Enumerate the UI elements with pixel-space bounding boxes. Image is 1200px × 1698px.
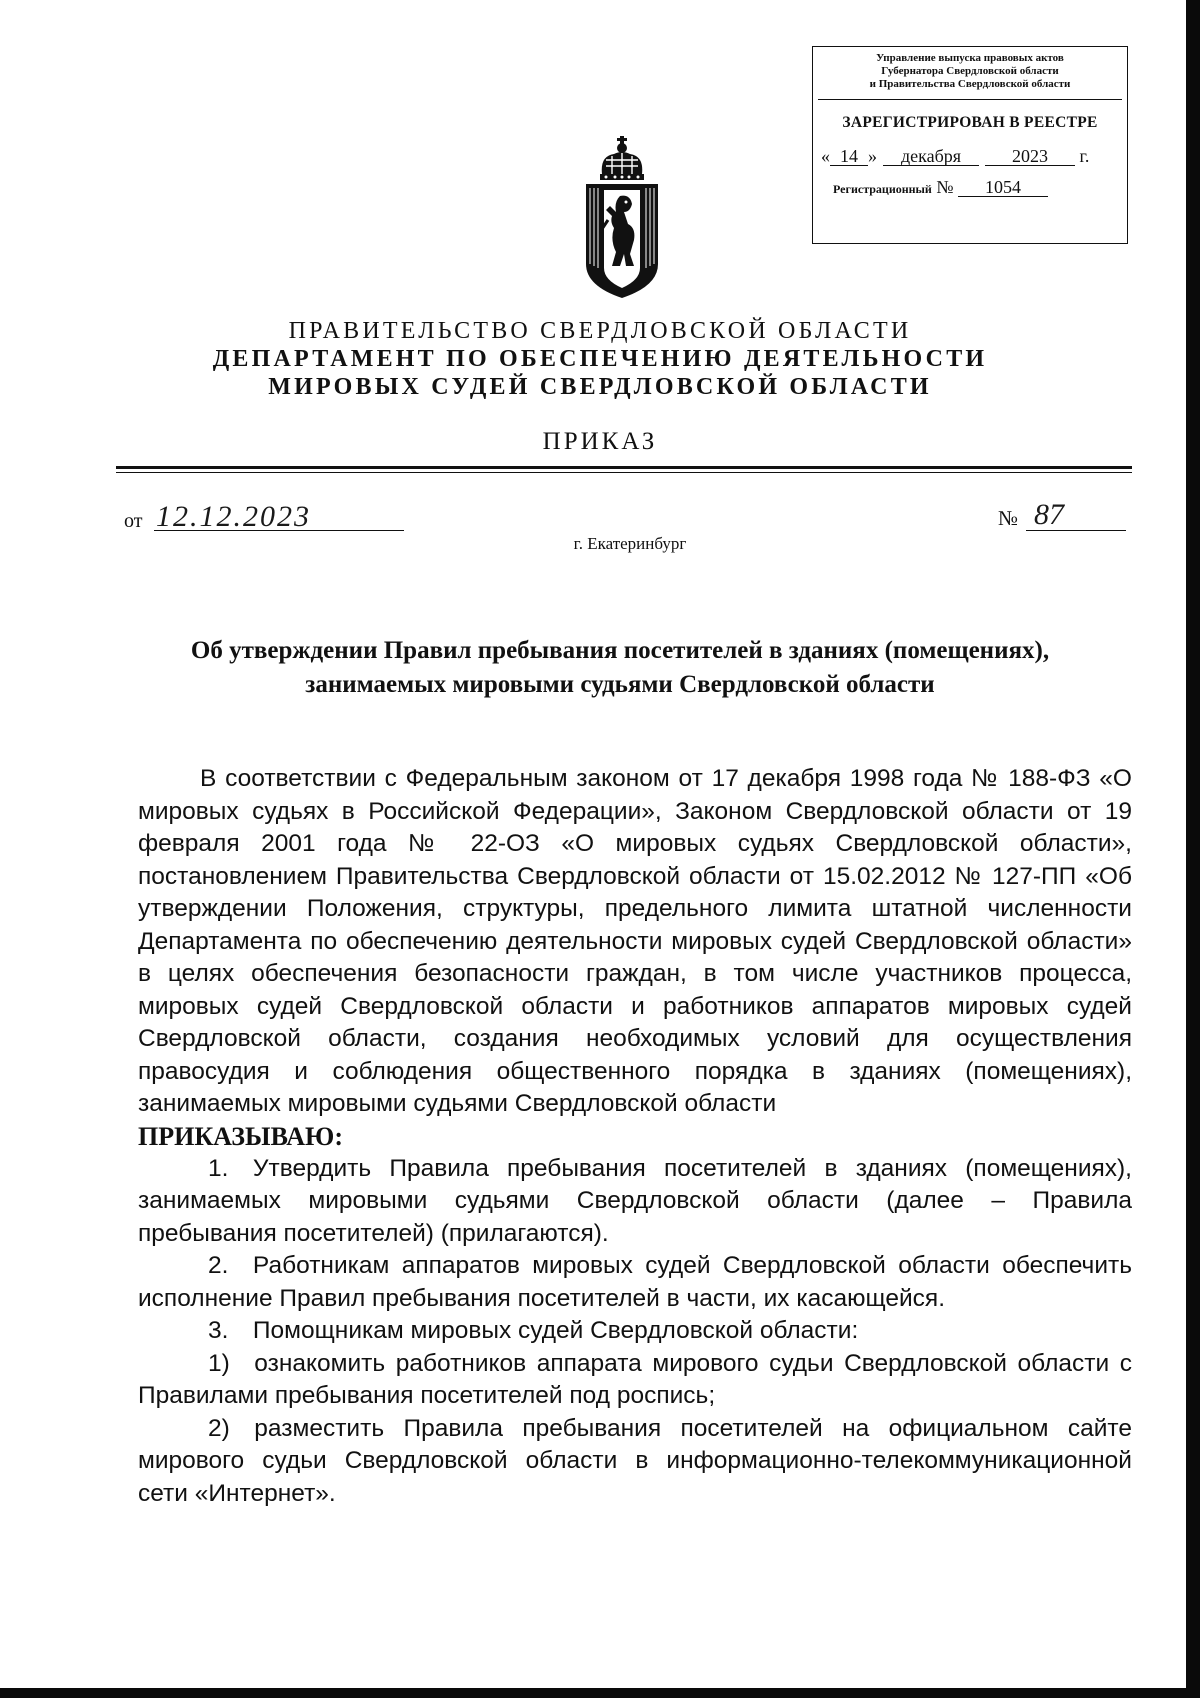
document-subject bbox=[130, 634, 1110, 702]
header-divider-thin bbox=[116, 472, 1132, 473]
document-type: ПРИКАЗ bbox=[542, 428, 658, 455]
org-department-line2: МИРОВЫХ СУДЕЙ СВЕРДЛОВСКОЙ ОБЛАСТИ bbox=[268, 374, 932, 400]
registration-quote-close: » bbox=[868, 146, 877, 166]
date-label: от bbox=[124, 510, 143, 532]
order-subitem: 2) разместить Правила пребывания посетителей на официальном сайте мирового судьи Свердловской области в информационно-телекоммуникационной сети «Интернет». bbox=[138, 1414, 1132, 1507]
registration-number-sign: № bbox=[936, 177, 954, 197]
registration-office-line3: и Правительства Свердловской области bbox=[869, 78, 1071, 90]
order-word: ПРИКАЗЫВАЮ: bbox=[138, 1121, 343, 1151]
preamble-paragraph: В соответствии с Федеральным законом от 17 декабря 1998 года № 188-ФЗ «О мировых судьях в Российской Федерации», Законом Свердловской области от 19 февраля 2001 года № 22-ОЗ «О мировых судьях Свердловской области», постановлением Правительства Свердловской области от 15.02.2012 № 127-ПП «Об утверждении Положения, структуры, предельного лимита штатной численности Департамента по обеспечению деятельности мировых судей Свердловской области» в целях обеспечения безопасности граждан, в том числе участников процесса, мировых судей Свердловской области и работников аппаратов мировых судей Свердловской области, создания необходимых условий для осуществления правосудия и соблюдения общественного порядка в зданиях (помещениях), занимаемых мировыми судьями Свердловской области bbox=[138, 765, 1132, 1117]
registration-quote-open: « bbox=[821, 146, 830, 166]
registration-office-line2: Губернатора Свердловской области bbox=[881, 65, 1059, 77]
order-item: 3. Помощникам мировых судей Свердловской области: bbox=[208, 1317, 859, 1344]
order-subitem: 1) ознакомить работников аппарата мирового судьи Свердловской области с Правилами пребывания посетителей под роспись; bbox=[138, 1349, 1132, 1409]
registration-day: 14 bbox=[830, 147, 868, 166]
document-body bbox=[138, 763, 1132, 1510]
org-government: ПРАВИТЕЛЬСТВО СВЕРДЛОВСКОЙ ОБЛАСТИ bbox=[288, 318, 912, 344]
subject-line2: занимаемых мировыми судьями Свердловской области bbox=[305, 671, 935, 698]
order-item: 1. Утвердить Правила пребывания посетителей в зданиях (помещениях), занимаемых мировыми судьями Свердловской области (далее – Правила пребывания посетителей) (прилагаются). bbox=[138, 1154, 1132, 1247]
registration-date bbox=[813, 146, 1127, 167]
coat-of-arms-icon bbox=[584, 136, 660, 300]
registration-office-line1: Управление выпуска правовых актов bbox=[876, 52, 1064, 64]
registration-number: 1054 bbox=[958, 178, 1048, 197]
registration-year-suffix: г. bbox=[1079, 146, 1090, 166]
registration-number-row bbox=[813, 177, 1127, 198]
scan-edge-right bbox=[1186, 0, 1200, 1698]
registration-year: 2023 bbox=[985, 147, 1075, 166]
registration-divider bbox=[818, 99, 1122, 100]
registration-office bbox=[813, 47, 1127, 99]
registration-stamp bbox=[812, 46, 1128, 244]
city: г. Екатеринбург bbox=[573, 534, 687, 553]
header-divider-thick bbox=[116, 466, 1132, 469]
order-number-label: № bbox=[998, 506, 1019, 530]
handwritten-order-number: 87 bbox=[1034, 498, 1064, 531]
scan-edge-bottom bbox=[0, 1688, 1200, 1698]
registration-month: декабря bbox=[883, 147, 979, 166]
registration-number-label: Регистрационный bbox=[833, 182, 932, 196]
org-department-line1: ДЕПАРТАМЕНТ ПО ОБЕСПЕЧЕНИЮ ДЕЯТЕЛЬНОСТИ bbox=[212, 346, 988, 372]
subject-line1: Об утверждении Правил пребывания посетителей в зданиях (помещениях), bbox=[190, 637, 1050, 664]
registration-title: ЗАРЕГИСТРИРОВАН В РЕЕСТРЕ bbox=[842, 114, 1098, 131]
order-item: 2. Работникам аппаратов мировых судей Свердловской области обеспечить исполнение Правил пребывания посетителей в части, их касающейся. bbox=[138, 1252, 1132, 1312]
handwritten-date: 12.12.2023 bbox=[156, 500, 311, 533]
